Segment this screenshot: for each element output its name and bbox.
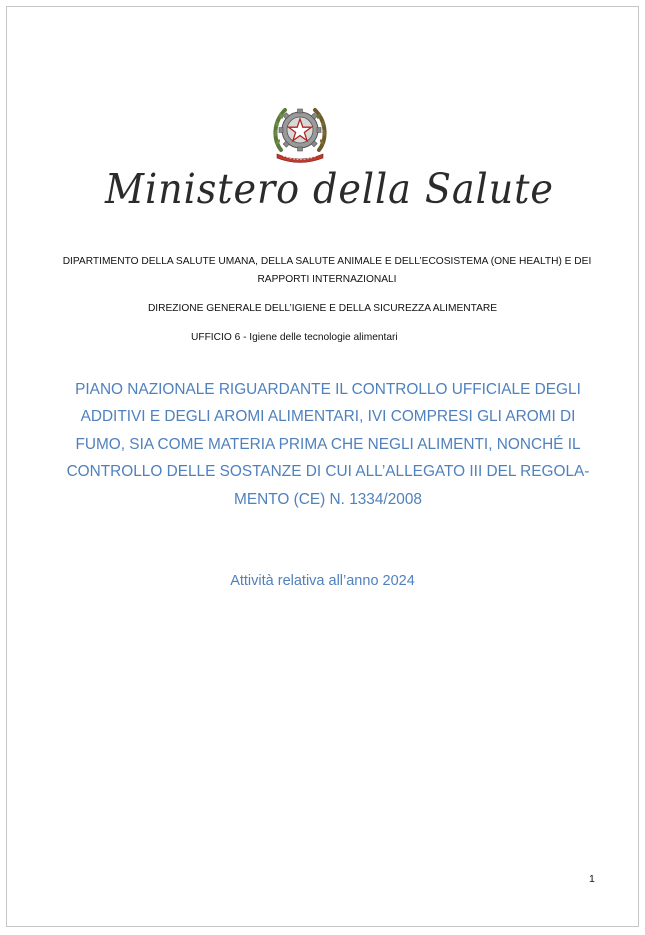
document-title-line: FUMO, SIA COME MATERIA PRIMA CHE NEGLI ALIMENTI, NONCHÉ IL: [75, 435, 581, 453]
office-heading: UFFICIO 6 - Igiene delle tecnologie alimentari: [191, 332, 398, 343]
italian-republic-emblem-icon: [271, 102, 329, 164]
document-title-line: MENTO (CE) N. 1334/2008: [234, 490, 422, 508]
department-heading: DIPARTIMENTO DELLA SALUTE UMANA, DELLA SALUTE ANIMALE E DELL’ECOSISTEMA (ONE HEALTH) E DEI RAPPORTI INTERNAZIONALI: [62, 256, 592, 285]
document-title-line: ADDITIVI E DEGLI AROMI ALIMENTARI, IVI COMPRESI GLI AROMI DI: [80, 408, 576, 426]
document-subtitle: Attività relativa all’anno 2024: [230, 573, 415, 589]
directorate-heading: DIREZIONE GENERALE DELL’IGIENE E DELLA SICUREZZA ALIMENTARE: [147, 303, 498, 314]
document-title: [43, 376, 613, 513]
document-page: [6, 6, 639, 927]
ministry-name: Ministero della Salute: [105, 165, 554, 213]
document-title-line: PIANO NAZIONALE RIGUARDANTE IL CONTROLLO UFFICIALE DEGLI: [75, 381, 581, 398]
page-number: 1: [589, 873, 595, 885]
document-title-line: CONTROLLO DELLE SOSTANZE DI CUI ALL’ALLEGATO III DEL REGOLA-: [66, 463, 590, 481]
